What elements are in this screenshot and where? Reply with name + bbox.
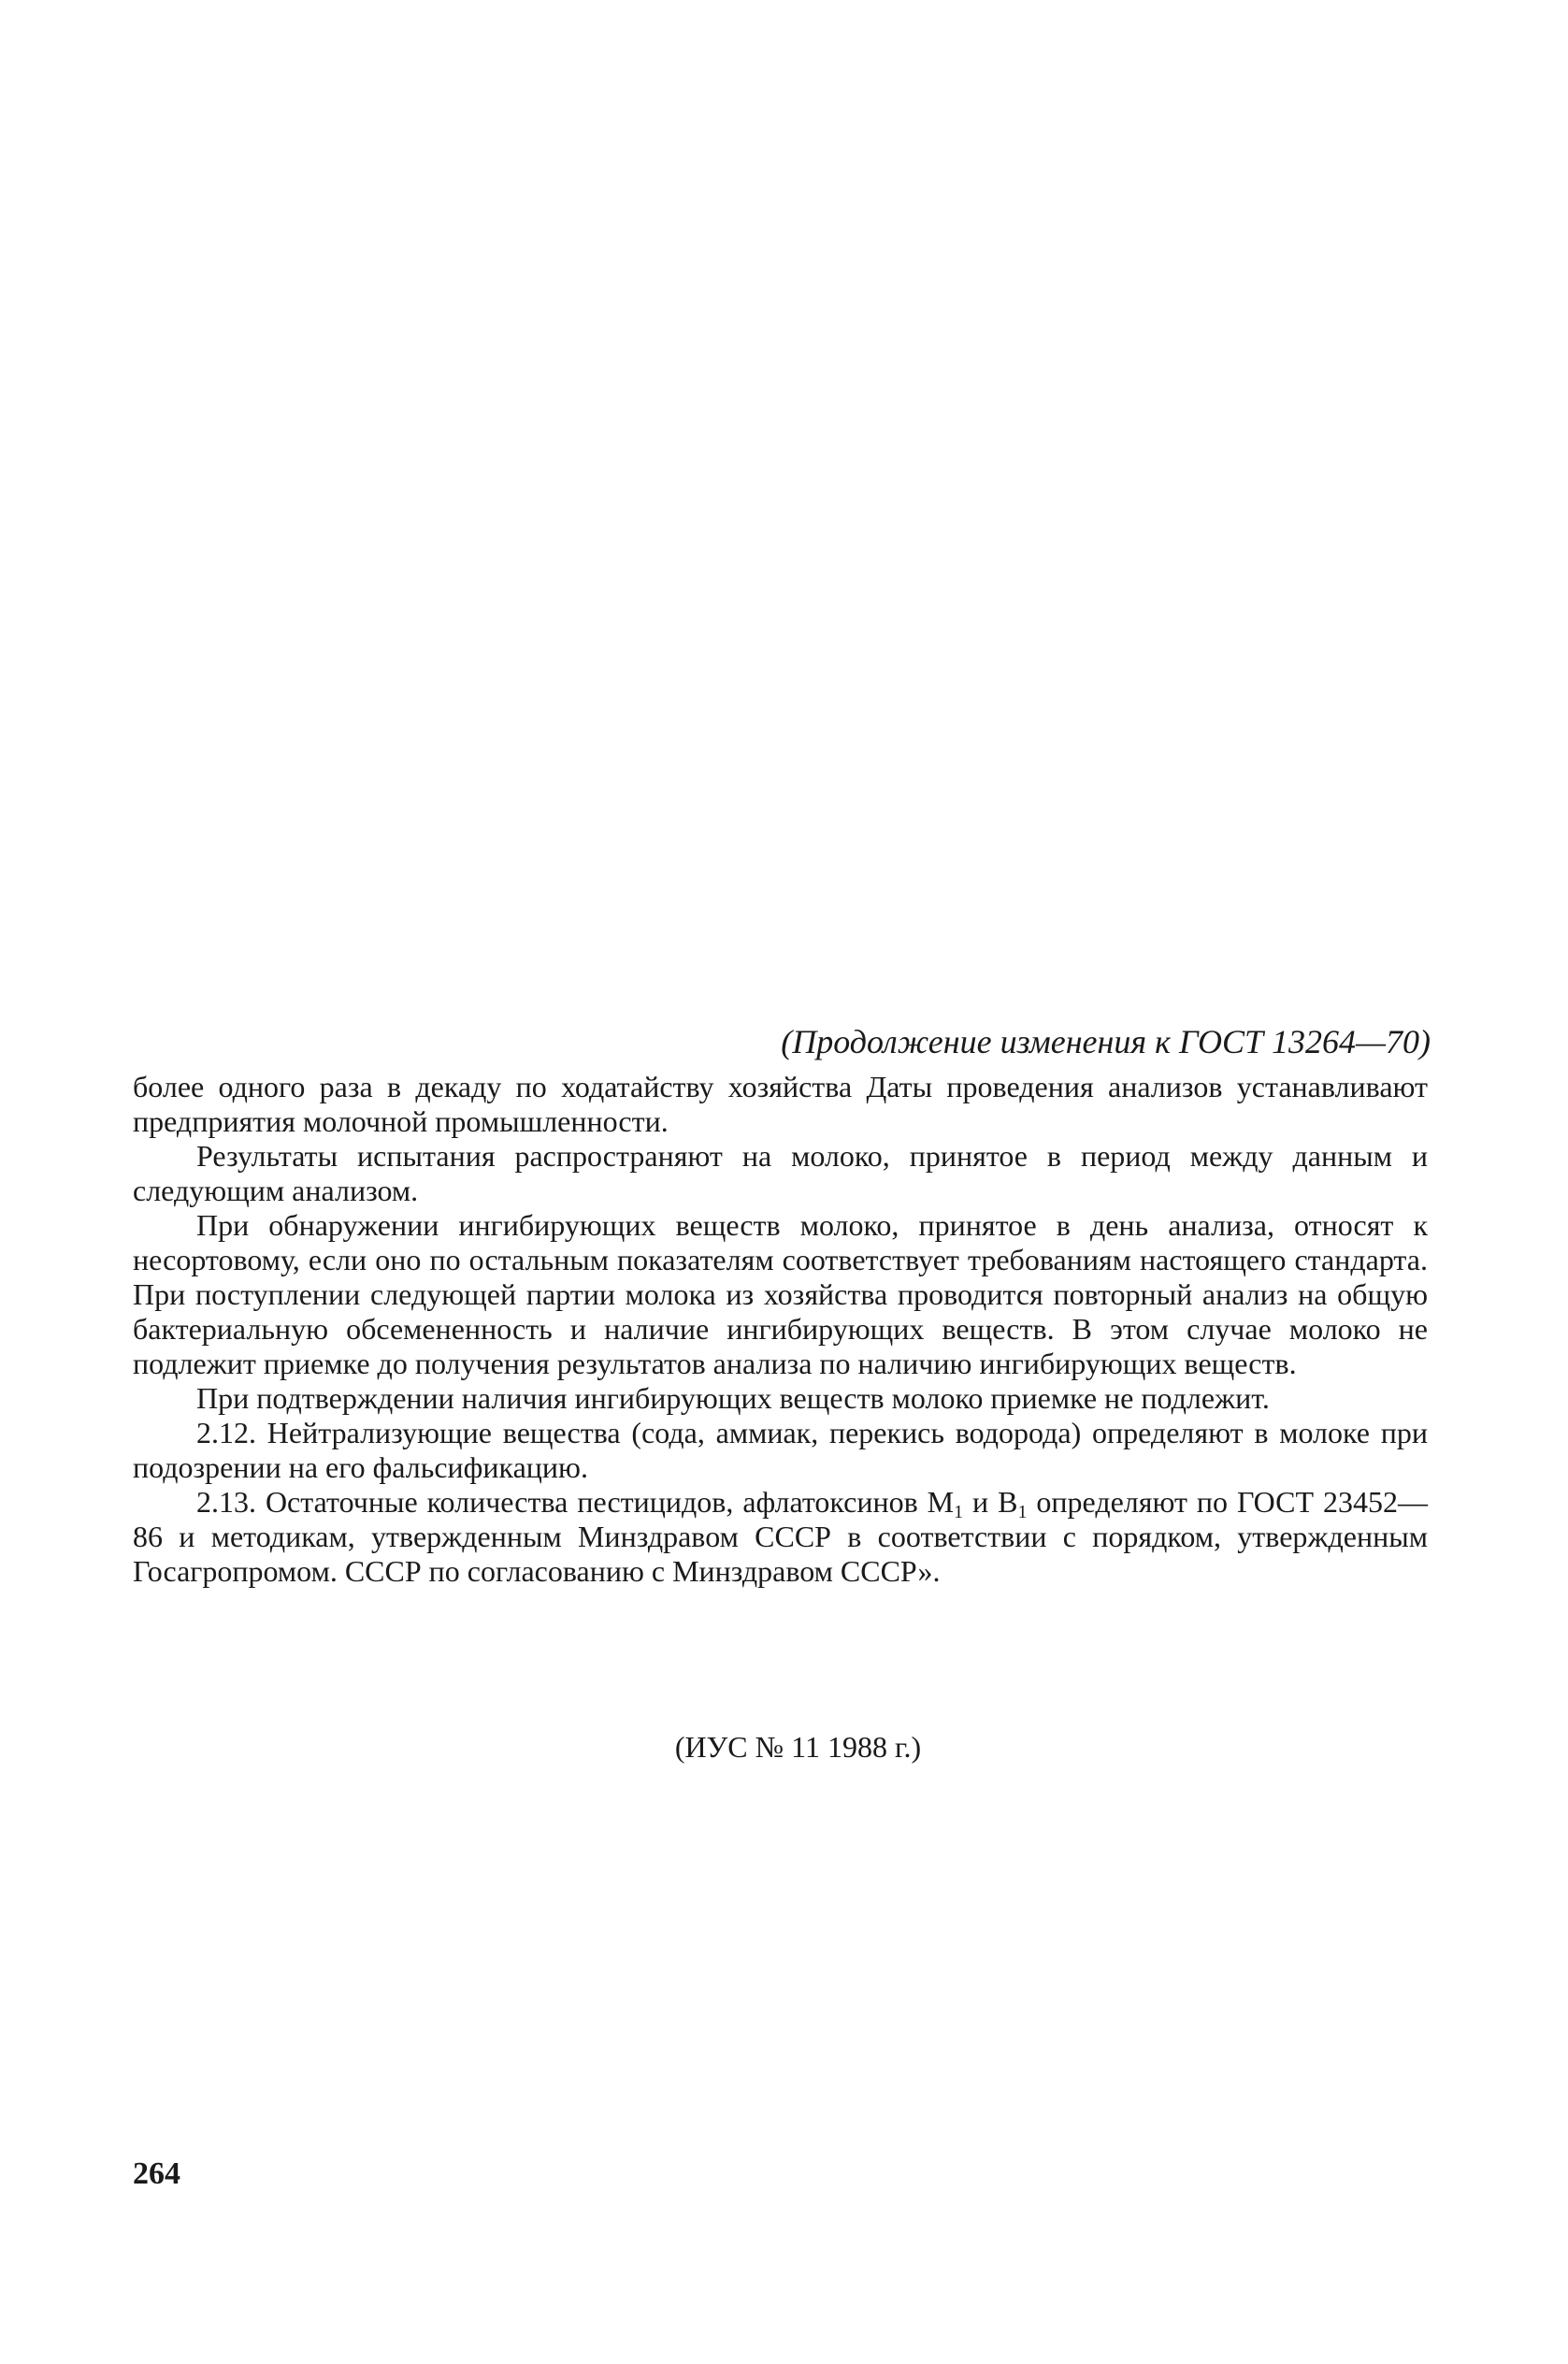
document-body	[133, 1070, 1428, 1589]
clause-2-13-text-c: определяют по ГОСТ 23452—86 и методикам, утвержденным Минздравом СССР в соответствии с порядком, утвержденным Госагропромом. СССР по согласованию с Минздравом СССР».	[133, 1485, 1429, 1588]
subscript-b1: 1	[1017, 1502, 1028, 1522]
continuation-header: (Продолжение изменения к ГОСТ 13264—70)	[781, 1023, 1431, 1060]
page-number: 264	[133, 2156, 180, 2191]
paragraph-clause-2-13	[133, 1485, 1428, 1589]
paragraph-clause-2-12: 2.12. Нейтрализующие вещества (сода, аммиак, перекись водорода) определяют в молоке при подозрении на его фальсификацию.	[133, 1416, 1428, 1484]
clause-2-13-text-b: и B	[963, 1485, 1018, 1519]
paragraph-2: Результаты испытания распространяют на молоко, принятое в период между данным и следующим анализом.	[133, 1139, 1428, 1207]
clause-2-13-text-a: 2.13. Остаточные количества пестицидов, афлатоксинов M	[196, 1485, 955, 1519]
paragraph-4: При подтверждении наличия ингибирующих веществ молоко приемке не подлежит.	[196, 1381, 1270, 1415]
source-reference: (ИУС № 11 1988 г.)	[674, 1730, 922, 1764]
subscript-m1: 1	[954, 1502, 964, 1522]
paragraph-1: более одного раза в декаду по ходатайству хозяйства Даты проведения анализов устанавливают предприятия молочной промышленности.	[133, 1070, 1428, 1138]
paragraph-3: При обнаружении ингибирующих веществ молоко, принятое в день анализа, относят к несортовому, если оно по остальным показателям соответствует требованиям настоящего стандарта. При поступлении следующей партии молока из хозяйства проводится повторный анализ на общую бактериальную обсемененность и наличие ингибирующих веществ. В этом случае молоко не подлежит приемке до получения результатов анализа по наличию ингибирующих веществ.	[133, 1208, 1428, 1380]
